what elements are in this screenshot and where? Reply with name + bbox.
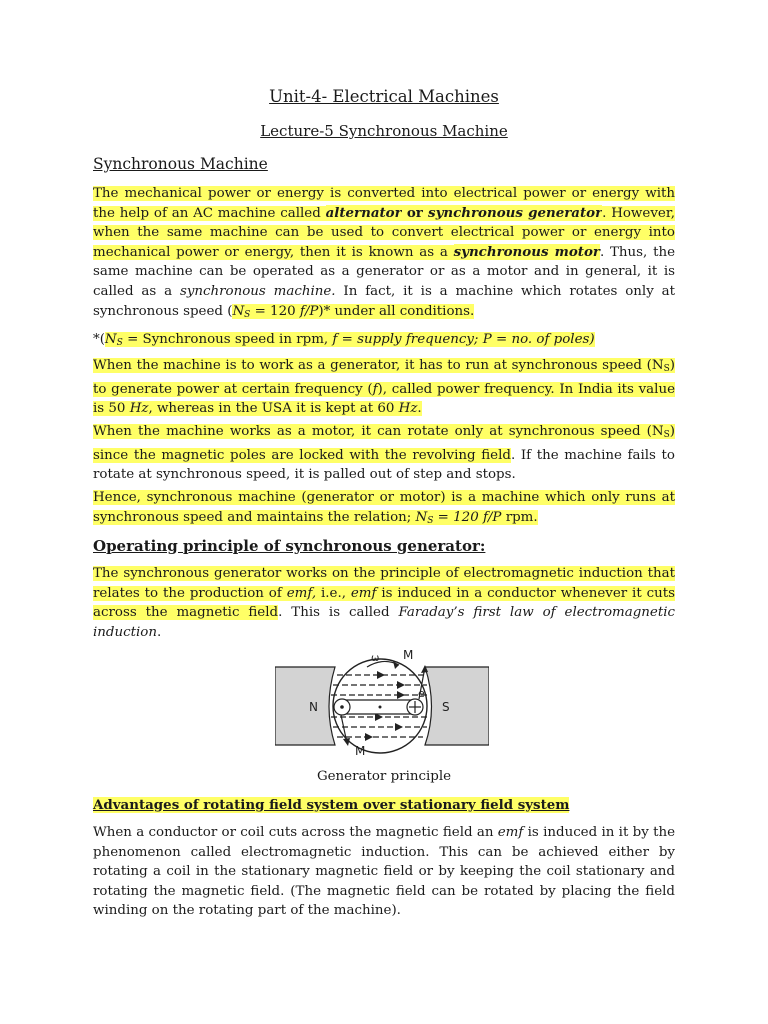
text-run: or <box>401 204 429 221</box>
pole-north <box>275 667 335 745</box>
text-run: , whereas in the USA it is kept at 60 <box>148 401 399 417</box>
term-synchronous-generator: synchronous generator <box>428 204 603 221</box>
text-run: )* under all conditions. <box>318 303 475 319</box>
text-run: . If the machine fails to rotate at synchronous speed, it is palled out of step and stops. <box>93 447 675 483</box>
term-alternator: alternator <box>325 204 402 221</box>
section-heading-synchronous-machine: Synchronous Machine <box>93 155 268 173</box>
advantages-heading-text: Advantages of rotating field system over stationary field system <box>93 797 570 813</box>
text-run: When a conductor or coil cuts across the magnetic field an <box>93 825 498 840</box>
text-run: When the machine works as a motor, it can rotate only at synchronous speed (N <box>93 424 664 439</box>
symbol-sub-s: S <box>116 338 123 348</box>
text-run: i.e., <box>316 585 351 601</box>
symbol-n: N <box>232 303 245 319</box>
label-omega: ω <box>371 653 380 664</box>
text-run: The mechanical power or energy is converted into electrical power or energy with the help of an AC machine called <box>93 186 675 221</box>
section-heading-advantages <box>93 797 569 813</box>
paragraph-operating-principle <box>93 564 675 642</box>
figure-caption: Generator principle <box>316 769 452 784</box>
term-synchronous-motor: synchronous motor <box>453 243 600 260</box>
text-run: The synchronous generator works on the principle of electromagnetic induction that relates to the production of <box>93 566 675 601</box>
text-run: . However, when the same machine can be used to convert electrical power or energy into mechanical power or energy, then it is known as a <box>93 205 675 260</box>
text-run: f = supply frequency; P = no. of poles) <box>332 332 595 347</box>
text-run: . <box>417 401 422 417</box>
term-emf: emf <box>350 585 377 601</box>
label-n: N <box>309 700 318 714</box>
term-emf: emf <box>497 825 524 840</box>
section-heading-operating-principle: Operating principle of synchronous generator: <box>93 537 486 555</box>
symbol-sub-s: S <box>427 515 434 526</box>
pole-south <box>425 667 489 745</box>
label-e: e <box>418 687 425 700</box>
paragraph-generator <box>93 356 675 419</box>
label-s: S <box>442 700 450 714</box>
text-run: . <box>156 624 162 640</box>
text-run: = 120 <box>250 303 300 319</box>
term-emf: emf, <box>286 585 317 601</box>
formula: = 120 f/P <box>433 509 502 525</box>
generator-principle-figure <box>275 645 489 757</box>
text-run: ), called power frequency. In India its value is 50 <box>93 381 676 417</box>
text-run: . Thus, the same machine can be operated as a generator or as a motor and in general, it is called as a <box>93 244 675 299</box>
symbol-sub-s: S <box>663 430 670 440</box>
symbol-sub-s: S <box>244 309 251 320</box>
label-m-bottom: M <box>355 744 366 757</box>
paragraph-relation <box>93 488 675 531</box>
term-faradays-law: Faraday’s first law of electromagnetic induction <box>93 605 675 640</box>
text-run: When the machine is to work as a generator, it has to run at synchronous speed (N <box>93 358 664 373</box>
text-run: *( <box>93 332 105 347</box>
unit-title: Unit-4- Electrical Machines <box>269 87 499 106</box>
note-definitions <box>93 330 675 354</box>
unit-hz: Hz <box>398 401 418 417</box>
symbol-n: N <box>415 509 428 525</box>
paragraph-intro <box>93 184 675 325</box>
symbol-sub-s: S <box>663 364 670 374</box>
text-run: rpm. <box>501 509 538 525</box>
term-synchronous-machine: synchronous machine. <box>179 283 336 299</box>
paragraph-motor <box>93 422 675 485</box>
text-run: is induced in it by the phenomenon called electromagnetic induction. This can be achieved either by rotating a coil in the stationary magnetic field or by keeping the coil stationary and rotating the magnetic field. (The magnetic field can be rotated by placing the field winding on the rotating part of the machine). <box>93 825 675 919</box>
symbol-f: f <box>372 381 378 397</box>
lecture-title: Lecture-5 Synchronous Machine <box>260 122 508 140</box>
unit-hz: Hz <box>129 401 149 417</box>
text-run: In fact, it is a machine which rotates only at synchronous speed ( <box>93 283 675 319</box>
text-run: = Synchronous speed in rpm, <box>122 332 333 347</box>
text-run: Hence, synchronous machine (generator or motor) is a machine which only runs at synchronous speed and maintains the relation; <box>93 490 675 525</box>
paragraph-advantages <box>93 823 675 921</box>
text-run: ) since the magnetic poles are locked with the revolving field <box>93 424 675 463</box>
symbol-n: N <box>104 332 117 347</box>
text-run: . This is called <box>278 605 399 621</box>
symbol-f-over-p: f/P <box>299 303 319 319</box>
text-run: is induced in a conductor whenever it cuts across the magnetic field <box>93 585 675 621</box>
text-run: ) to generate power at certain frequency ( <box>93 358 675 397</box>
label-m-top: M <box>403 648 414 662</box>
